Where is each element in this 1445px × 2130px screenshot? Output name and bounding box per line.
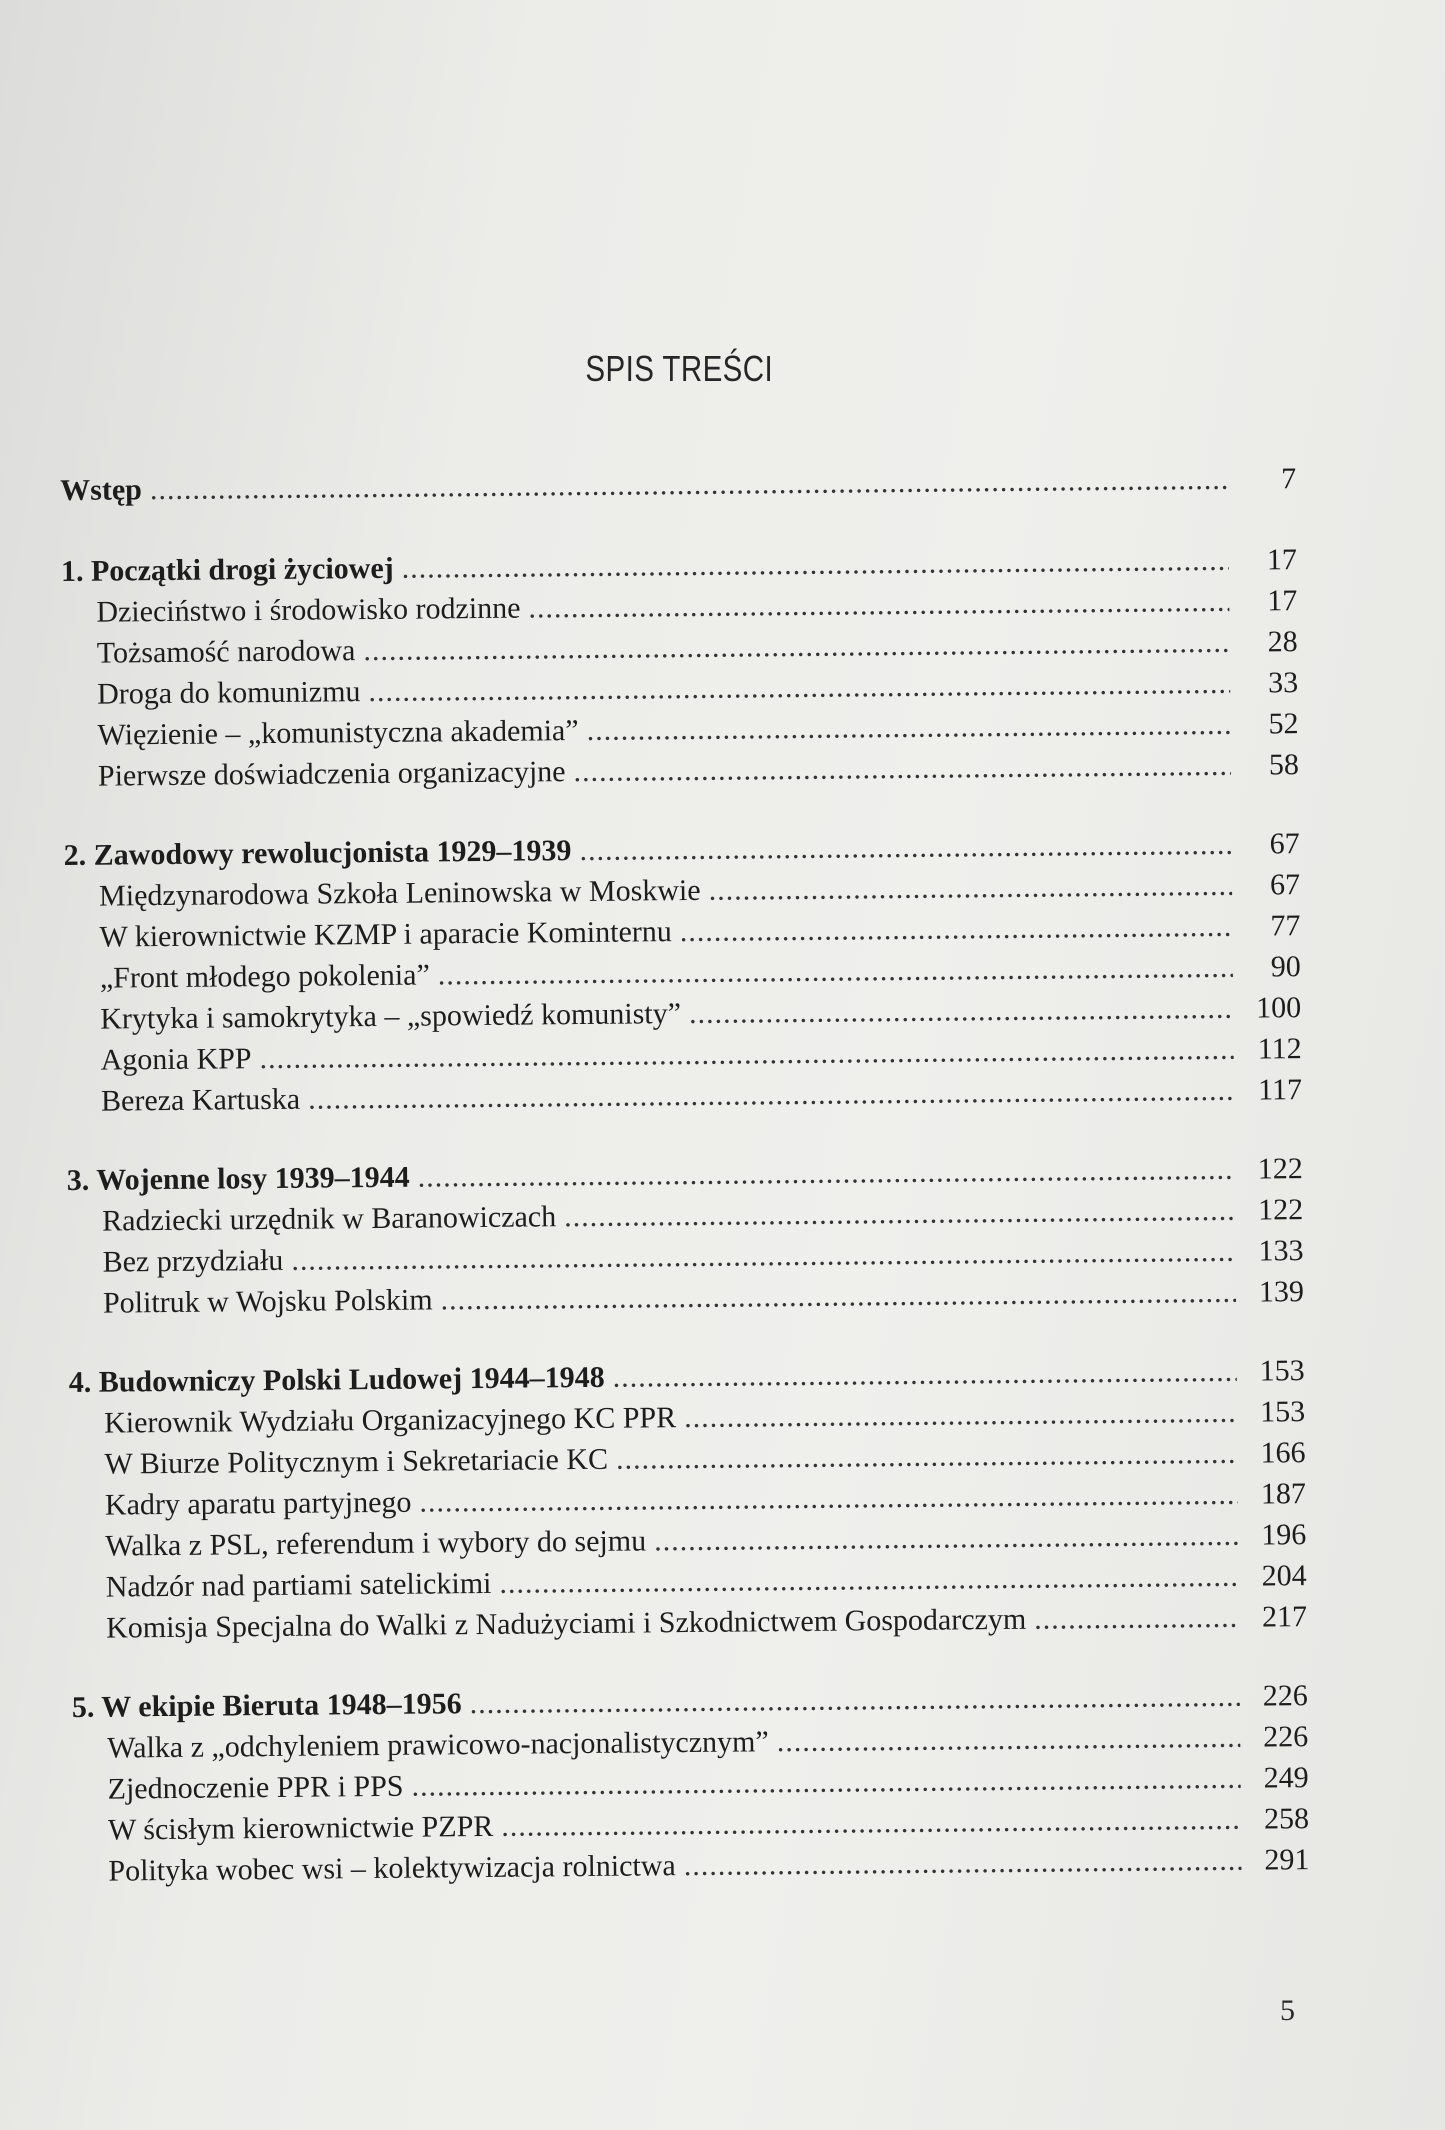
toc-entry-title: Walka z „odchyleniem prawicowo-nacjonalistycznym” [107, 1725, 769, 1765]
leader-dots [586, 704, 1230, 751]
toc-page-number: 17 [1267, 584, 1298, 618]
toc-page-number: 196 [1261, 1518, 1307, 1552]
toc-chapters [61, 539, 1310, 1892]
leader-dots [777, 1717, 1241, 1762]
toc-entry-title: Więzienie – „komunistyczna akademia” [97, 714, 579, 752]
toc-page-number: 133 [1258, 1234, 1304, 1268]
toc-entry-title: Agonia KPP [100, 1042, 252, 1077]
toc-page-number: 67 [1269, 868, 1301, 902]
toc-page-number: 122 [1258, 1193, 1304, 1227]
leader-dots [612, 1351, 1236, 1398]
toc-page-number: 33 [1267, 666, 1299, 700]
toc-entry-title: Krytyka i samokrytyka – „spowiedź komunisty” [100, 997, 682, 1036]
toc-entry-title: W ścisłym kierownictwie PZPR [107, 1809, 494, 1847]
toc-chapter-row [60, 458, 1296, 511]
toc-page-number: 258 [1263, 1802, 1310, 1836]
leader-dots [528, 581, 1229, 629]
toc-chapter-title: 2. Zawodowy rewolucjonista 1929–1939 [63, 834, 572, 872]
toc-chapter-title: 4. Budowniczy Polski Ludowej 1944–1948 [68, 1360, 605, 1399]
toc-page-number: 153 [1259, 1395, 1306, 1429]
toc-page-number: 166 [1260, 1436, 1306, 1470]
toc-entry-title: Dzieciństwo i środowisko rodzinne [96, 591, 521, 629]
toc-page-number: 139 [1258, 1275, 1305, 1309]
toc-chapter-title: 1. Początki drogi życiowej [60, 551, 394, 588]
toc-page-number: 249 [1263, 1761, 1309, 1795]
toc-entry-title: Bez przydziału [102, 1243, 284, 1279]
leader-dots [689, 988, 1234, 1034]
leader-dots [308, 1070, 1234, 1120]
toc-section [69, 1350, 1308, 1649]
toc-page-number: 217 [1261, 1600, 1308, 1634]
leader-dots [684, 1392, 1237, 1438]
toc-page-number: 67 [1269, 827, 1300, 861]
toc-chapter-title: 5. W ekipie Bieruta 1948–1956 [71, 1687, 462, 1724]
toc-entry-title: Kadry aparatu partyjnego [104, 1485, 412, 1522]
leader-dots [684, 1840, 1242, 1886]
toc-section-wstep [60, 458, 1296, 511]
toc-section [61, 539, 1299, 797]
toc-entry-title: Pierwsze doświadczenia organizacyjne [97, 755, 566, 793]
toc-chapter-title: Wstęp [60, 473, 143, 507]
toc-page-number: 77 [1270, 909, 1301, 943]
leader-dots [680, 906, 1233, 952]
leader-dots [573, 745, 1231, 792]
toc-entry-title: Tożsamość narodowa [96, 634, 356, 670]
page-number: 5 [1280, 1994, 1295, 2027]
toc-entry-title: Zjednoczenie PPR i PPS [107, 1769, 404, 1806]
toc-section [72, 1675, 1310, 1892]
toc-entry-title: Walka z PSL, referendum i wybory do sejmu [105, 1524, 647, 1563]
toc-page-number: 226 [1263, 1720, 1309, 1754]
toc-page-number: 204 [1261, 1559, 1307, 1593]
toc-entry-title: Bereza Kartuska [100, 1082, 301, 1118]
toc-section [67, 1148, 1305, 1324]
leader-dots [564, 1190, 1235, 1237]
table-of-contents [60, 458, 1310, 1930]
toc-page-number: 100 [1256, 991, 1302, 1025]
toc-entry-title: „Front młodego pokolenia” [99, 958, 430, 995]
leader-dots [440, 1272, 1236, 1321]
leader-dots [150, 459, 1229, 510]
toc-page-number: 187 [1260, 1477, 1307, 1511]
toc-page-number: 122 [1257, 1152, 1303, 1186]
toc-page-number: 117 [1257, 1073, 1303, 1107]
toc-entry-title: Komisja Specjalna do Walki z Nadużyciami i Szkodnictwem Gospodarczym [105, 1602, 1027, 1645]
toc-section [64, 823, 1303, 1122]
leader-dots [501, 1799, 1241, 1847]
toc-entry-title: W kierownictwie KZMP i aparacie Kominternu [99, 915, 672, 954]
toc-entry-title: Polityka wobec wsi – kolektywizacja rolnictwa [108, 1849, 676, 1888]
leader-dots [579, 824, 1232, 871]
toc-page-number: 7 [1280, 462, 1297, 496]
toc-entry-title: Kierownik Wydziału Organizacyjnego KC PPR [103, 1401, 677, 1440]
toc-entry-title: Międzynarodowa Szkoła Leninowska w Moskwie [98, 873, 701, 913]
leader-dots [499, 1556, 1239, 1604]
leader-dots [1034, 1597, 1239, 1640]
toc-page-number: 52 [1268, 707, 1299, 741]
leader-dots [708, 865, 1232, 911]
toc-page-number: 291 [1264, 1843, 1310, 1877]
toc-entry-title: Politruk w Wojsku Polskim [102, 1283, 433, 1320]
leader-dots [654, 1515, 1239, 1562]
toc-page-number: 17 [1266, 543, 1298, 577]
toc-page-number: 226 [1262, 1679, 1308, 1713]
toc-page-number: 90 [1270, 950, 1301, 984]
toc-page-number: 112 [1257, 1032, 1302, 1066]
toc-page-number: 153 [1259, 1354, 1305, 1388]
page-heading: SPIS TREŚCI [585, 348, 774, 389]
toc-entry-title: Droga do komunizmu [96, 675, 361, 711]
toc-entry-title: Nadzór nad partiami satelickimi [105, 1566, 492, 1604]
toc-chapter-title: 3. Wojenne losy 1939–1944 [66, 1160, 410, 1197]
toc-page-number: 28 [1267, 625, 1298, 659]
toc-page-number: 58 [1268, 748, 1300, 782]
toc-entry-title: W Biurze Politycznym i Sekretariacie KC [104, 1442, 609, 1481]
toc-entry-title: Radziecki urzędnik w Baranowiczach [102, 1200, 557, 1238]
leader-dots [616, 1433, 1238, 1480]
